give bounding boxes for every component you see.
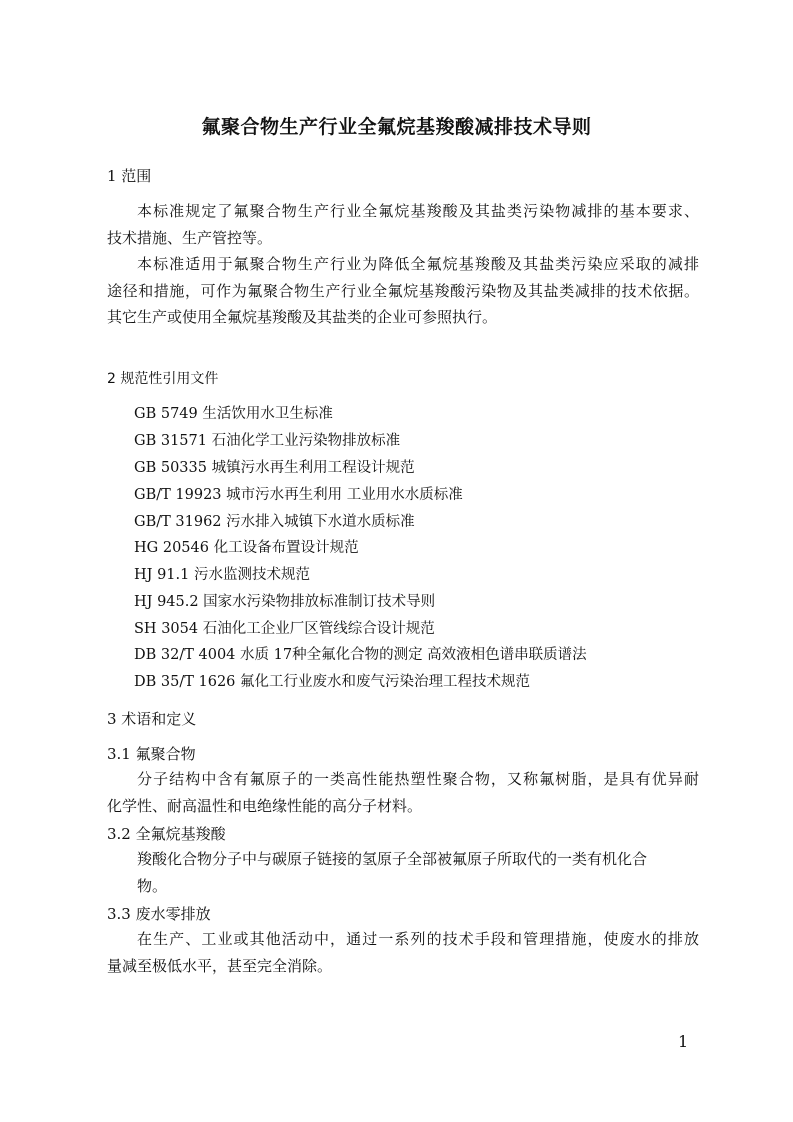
text-line: 本标准规定了氟聚合物生产行业全氟烷基羧酸及其盐类污染物减排的基本要求、 [137, 202, 699, 220]
text-line: 其它生产或使用全氟烷基羧酸及其盐类的企业可参照执行。 [107, 308, 498, 326]
section-2-heading: 2 规范性引用文件 [107, 371, 219, 387]
section-1-paragraph-2 [107, 251, 699, 331]
reference-item: SH 3054 石油化工企业厂区管线综合设计规范 [134, 621, 435, 637]
term-3-3-heading: 3.3 废水零排放 [107, 905, 211, 923]
term-3-3-definition [107, 926, 699, 979]
term-3-2-definition [137, 846, 689, 899]
reference-item: DB 35/T 1626 氟化工行业废水和废气污染治理工程技术规范 [134, 674, 531, 690]
term-3-1-heading: 3.1 氟聚合物 [107, 745, 196, 763]
document-title: 氟聚合物生产行业全氟烷基羧酸减排技术导则 [201, 116, 592, 138]
reference-item: GB 31571 石油化学工业污染物排放标准 [134, 433, 401, 449]
section-1-paragraph-1 [107, 198, 699, 251]
reference-item: HJ 91.1 污水监测技术规范 [134, 567, 310, 583]
reference-item: HG 20546 化工设备布置设计规范 [134, 540, 359, 556]
section-3-heading: 3 术语和定义 [107, 710, 197, 728]
text-line: 羧酸化合物分子中与碳原子链接的氢原子全部被氟原子所取代的一类有机化合 [137, 850, 648, 868]
reference-item: GB 5749 生活饮用水卫生标准 [134, 406, 333, 422]
reference-item: HJ 945.2 国家水污染物排放标准制订技术导则 [134, 594, 436, 610]
reference-item: GB 50335 城镇污水再生利用工程设计规范 [134, 460, 415, 476]
reference-item: GB/T 31962 污水排入城镇下水道水质标准 [134, 514, 415, 530]
text-line: 物。 [137, 876, 168, 895]
reference-item: DB 32/T 4004 水质 17种全氟化合物的测定 高效液相色谱串联质谱法 [134, 647, 587, 663]
section-1-heading: 1 范围 [107, 167, 152, 185]
text-line: 途径和措施，可作为氟聚合物生产行业全氟烷基羧酸污染物及其盐类减排的技术依据。 [107, 281, 699, 300]
text-line: 化学性、耐高温性和电绝缘性能的高分子材料。 [107, 796, 423, 815]
text-line: 分子结构中含有氟原子的一类高性能热塑性聚合物，又称氟树脂，是具有优异耐 [137, 770, 699, 788]
reference-item: GB/T 19923 城市污水再生利用 工业用水水质标准 [134, 487, 463, 503]
text-line: 在生产、工业或其他活动中，通过一系列的技术手段和管理措施，使废水的排放 [137, 930, 699, 948]
text-line: 技术措施、生产管控等。 [107, 228, 273, 247]
text-line: 量减至极低水平，甚至完全消除。 [107, 956, 333, 975]
term-3-2-heading: 3.2 全氟烷基羧酸 [107, 825, 226, 843]
term-3-1-definition [107, 766, 699, 819]
page-number: 1 [678, 1032, 689, 1051]
text-line: 本标准适用于氟聚合物生产行业为降低全氟烷基羧酸及其盐类污染应采取的减排 [137, 255, 699, 273]
